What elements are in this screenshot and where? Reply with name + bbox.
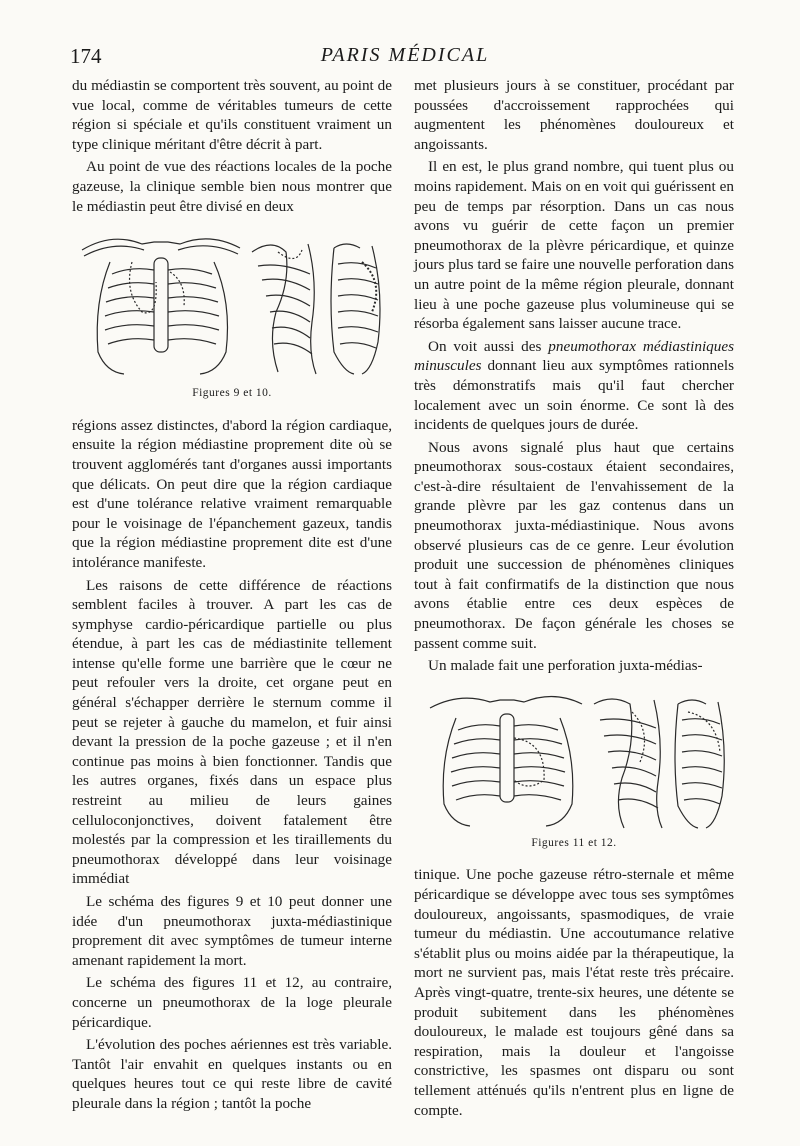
figure-11-12-illustration bbox=[416, 682, 732, 832]
right-column bbox=[414, 76, 734, 1123]
figure-9-10-caption: Figures 9 et 10. bbox=[192, 387, 272, 400]
figure-11-12 bbox=[412, 682, 736, 854]
page-header bbox=[70, 44, 740, 74]
left-paragraph-5: Le schéma des figures 9 et 10 peut donner une idée d'un pneumothorax juxta-médiastinique proprement dit avec symptômes de tumeur interne amenant rapidement la mort. bbox=[72, 893, 392, 969]
left-paragraph-6: Le schéma des figures 11 et 12, au contraire, concerne un pneumothorax de la loge pleurale péricardique. bbox=[72, 974, 392, 1031]
left-paragraph-2: Au point de vue des réactions locales de la poche gazeuse, la clinique semble bien nous montrer que le médiastin peut être divisé en deux bbox=[72, 158, 392, 215]
figure-9-10 bbox=[68, 222, 396, 404]
right-paragraph-3-italic: pneumothorax médiastiniques minuscules bbox=[414, 337, 735, 375]
left-paragraph-4: Les raisons de cette différence de réactions semblent faciles à trouver. A part les cas de symphyse cardio-péricardique partielle ou plus étendue, à part les cas de médiastinite tellement intense qu'elle forme une barrière que le cœur ne peut refouler vers la droite, cet organe peut en général s'échapper derrière le sternum comme il peut se rejeter à gauche du mamelon, et fuir ainsi devant la pression de la poche gazeuse ; et il n'en continue pas moins à bien fonctionner. Tandis que les autres organes, fixés dans un espace plus restreint au milieu de leurs gaines celluloconjonctives, doivent fatalement être molestés par la compression et les tiraillements du pneumothorax développé dans leur voisinage immédiat bbox=[72, 576, 392, 888]
figure-11-12-caption: Figures 11 et 12. bbox=[531, 836, 617, 849]
right-paragraph-3-start: On voit aussi des bbox=[428, 337, 549, 355]
figure-9-10-illustration bbox=[72, 222, 392, 382]
right-paragraph-5: Un malade fait une perforation juxta-médias- bbox=[428, 657, 703, 675]
left-paragraph-1: du médiastin se comportent très souvent, au point de vue local, comme de véritables tumeurs de cette région si spéciale et qu'ils constituent vraiment un type clinique méritant d'être décrit à part. bbox=[72, 77, 392, 153]
right-paragraph-3 bbox=[414, 337, 734, 435]
left-column bbox=[72, 76, 392, 1117]
right-paragraph-3-end: donnant lieu aux symptômes rationnels très démonstratifs mais qu'il faut chercher localement avec un soin énorme. Ce sont là des incidents de quelques jours de durée. bbox=[414, 357, 734, 434]
right-paragraph-4: Nous avons signalé plus haut que certains pneumothorax sous-costaux étaient secondaires, c'est-à-dire résultaient de l'envahissement de la grande plèvre par les gaz contenus dans un pneumothorax juxta-médiastinique. Nous avons observé plusieurs cas de ce genre. Leur évolution produit une succession de phénomènes cliniques tout à fait confirmatifs de la distinction que nous avons établie entre ces deux espèces de pneumothorax. De façon générale les choses se passent comme suit. bbox=[414, 438, 734, 652]
right-paragraph-6: tinique. Une poche gazeuse rétro-sternale et même péricardique se développe avec tous ses symptômes douloureux, angoissants, spasmodiques, de vraie tumeur du médiastin. Une accoutumance relative s'établit plus ou moins aidée par la thérapeutique, la mort ne survient pas, mais l'état reste très précaire. Après vingt-quatre, trente-six heures, une détente se produit subitement dans les phénomènes douloureux, le malade est toujours gêné dans sa respiration, mais la douleur et l'angoisse constrictive, les spasmes ont disparu ou sont tellement atténués qu'ils n'entrent plus en ligne de compte. bbox=[414, 866, 734, 1119]
page-number: 174 bbox=[70, 44, 102, 68]
journal-title: PARIS MÉDICAL bbox=[320, 44, 490, 66]
right-paragraph-1: met plusieurs jours à se constituer, procédant par poussées d'accroissement rapprochées qui augmentent les phénomènes douloureux et angoissants. bbox=[414, 77, 734, 153]
left-paragraph-3: régions assez distinctes, d'abord la région cardiaque, ensuite la région médiastine proprement dite où se trouvent agglomérés tant d'organes aussi importants que délicats. On peut dire que la région cardiaque est d'une tolérance relative vraiment remarquable pour le voisinage de l'épanchement gazeux, tandis que la région médiastine proprement dite est d'une intolérance manifeste. bbox=[72, 416, 392, 571]
right-paragraph-2: Il en est, le plus grand nombre, qui tuent plus ou moins rapidement. Mais on en voit qui guérissent en peu de temps par résorption. Dans un cas nous avons vu guérir de cette façon un premier pneumothorax de la plèvre péricardique, et quinze jours plus tard se faire une nouvelle perforation dans un autre point de la même région pleurale, donnant lieu à une poche gazeuse plus volumineuse qui se résorba également sans laisser aucune trace. bbox=[414, 158, 734, 333]
left-paragraph-7: L'évolution des poches aériennes est très variable. Tantôt l'air envahit en quelques instants ou en quelques heures tout ce qui reste libre de cavité pleurale dans la région ; tantôt la poche bbox=[72, 1036, 392, 1112]
